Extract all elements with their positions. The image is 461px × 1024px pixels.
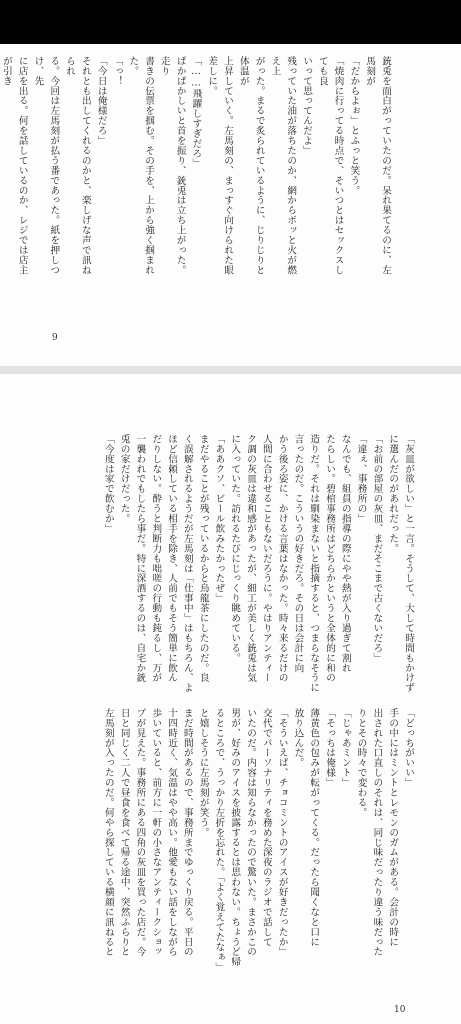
text-line: 書きの伝票を掴む。その手を、上から強く掴まれた。	[127, 56, 155, 275]
text-line: く誤解されるようだが左馬刻は「仕事中」はもちろん、よ	[181, 434, 193, 693]
text-line: に入っていた。訪れるたびにじっくり眺めている。	[229, 434, 241, 663]
text-line: プが見えた。事務所にある四角の灰皿を買った店だ。今	[134, 708, 146, 957]
text-line: まだ時間があるので、事務所までゆっくり戻る。平日の	[181, 708, 193, 957]
text-line: 「お前の部屋の灰皿、まだそこまで古くないだろ」	[371, 434, 383, 663]
text-line: 出された口直しのそれは、同じ味だったり違う味だった	[371, 708, 383, 957]
text-line: かう後ろ姿に、かける言葉はなかった。時々来るだけの	[276, 434, 288, 683]
text-line: 手の中にはミントとレモンのガムがある。会計の時に	[387, 708, 399, 947]
text-line: 言ったのだ。こういうの好きだろ。その日は会計に向	[292, 434, 304, 673]
page-number: 10	[394, 1005, 406, 1015]
text-line: がった。まるで炙られているように、じりじりと体温が	[237, 56, 265, 275]
text-line: ほど信頼している相手を除き、人前でもそう簡単に飲ん	[166, 434, 178, 683]
page-9-text	[0, 56, 393, 281]
text-line: 日と同じく二人で昼食を食べて帰る途中、突然ふらりと	[118, 708, 130, 957]
text-line: 放り込んだ。	[292, 708, 304, 768]
text-line: 「今度は家で飲むか」	[102, 434, 114, 534]
text-line: る。今回は左馬刻が払う番であった。紙を押しつけ、先	[32, 56, 60, 275]
text-line: いたのだ。内容は知らなかったので驚いた。まさかこの	[245, 708, 257, 957]
top-bar	[0, 0, 461, 44]
text-line: に店を出る。何を話しているのか、レジでは店主が引き	[0, 56, 28, 275]
page-10-upper-text	[76, 434, 416, 696]
text-line: だりしない。酔うと判断力も咄嗟の行動も鈍るし、万が	[150, 434, 162, 683]
text-line: 「灰皿が欲しい」と一言。そうして、大して時間もかけず	[403, 434, 414, 693]
text-line: 薄黄色の包みが転がってくる。だったら聞くなと口に	[308, 708, 320, 947]
text-line: いって思ってんだよ」	[301, 56, 313, 156]
text-line: 造りだ。それは馴染まないと指摘すると、つまらなそうに	[308, 434, 320, 693]
text-line: なんでも、組員の指導の際にやや熱が入り過ぎて割れ	[339, 434, 351, 673]
text-line: ぱかぱかしいと首を振り、銃兎は立ち上がった。走り	[158, 56, 186, 275]
text-line: それとも出してくれるのかと、楽しげな声で訊ねられ	[64, 56, 91, 275]
text-line: 「違ぇ、事務所の」	[355, 434, 367, 524]
text-line: 「焼肉に行ってる時点で、そいつとはセックスしても良	[316, 56, 344, 275]
page-separator	[0, 366, 461, 374]
text-line: 「そっちは俺様」	[324, 708, 336, 788]
book-page-10	[0, 374, 461, 1024]
text-line: 男が、好みのアイスを披露するとは思わない。ちょうど帰	[229, 708, 241, 967]
text-line: 人間に合わせることもないだろうに。やはりアンティー	[260, 434, 272, 683]
page-10-lower-text	[76, 708, 416, 978]
text-line: りとその時々で変わる。	[355, 708, 367, 818]
text-line: 「どっちがいい」	[403, 708, 414, 788]
text-line: 「っ！	[111, 56, 123, 86]
book-page-9	[0, 44, 461, 366]
text-line: 上昇していく。左馬刻の、まっすぐ向けられた眼差しに。	[206, 56, 234, 275]
text-line: るところで、うっかり左折を忘れた。「よく覚えてたなぁ」	[213, 708, 225, 972]
text-line: と嬉しそうに左馬刻が笑う。	[197, 708, 209, 838]
text-line: ク調の灰皿は違和感があったが、細工が美しく銃兎は気	[245, 434, 257, 683]
text-line: まだやることが残っているからと烏龍茶にしたのだ。良	[197, 434, 209, 683]
text-line: 十四時近く、気温はやや高い。他愛もない話をしながら	[166, 708, 178, 957]
text-line: 銃兎を面白がっていたのだ。呆れ果てるのに、左馬刻が	[364, 56, 391, 275]
text-line: 歩いていると、前方に一軒の小さなアンティークショッ	[150, 708, 162, 957]
text-line: 「だからよぉ」とふっと笑う。	[348, 56, 360, 196]
page-number: 9	[52, 333, 58, 343]
text-line: 左馬刻が入ったのだ。何やら探している横顔に訊ねると	[102, 708, 114, 957]
text-line: たらしい。碧棺事務所はどちらかというと全体的に和の	[324, 434, 336, 683]
text-line: 「……飛躍しすぎだろ」	[190, 56, 202, 169]
text-line: 兎の家だけだった。	[118, 434, 130, 524]
text-line: 「今日は俺様だろ」	[95, 56, 107, 146]
text-line: 「そういえば、チョコミントのアイスが好きだったか」	[276, 708, 288, 957]
text-line: 「じゃあミント」	[339, 708, 351, 788]
text-line: に選んだのがあれだった。	[387, 434, 399, 554]
text-line: 「ああクソ、ビール飲みたかったぜ」	[213, 434, 225, 604]
text-line: 交代でパーソナリティを務めた深夜のラジオで話して	[260, 708, 272, 947]
text-line: 一襲われでもしたら事だ。特に深酒するのは、自宅か銃	[134, 434, 146, 683]
text-line: 残っていた油が落ちたのか、網からボッと火が燃え上	[269, 56, 297, 275]
